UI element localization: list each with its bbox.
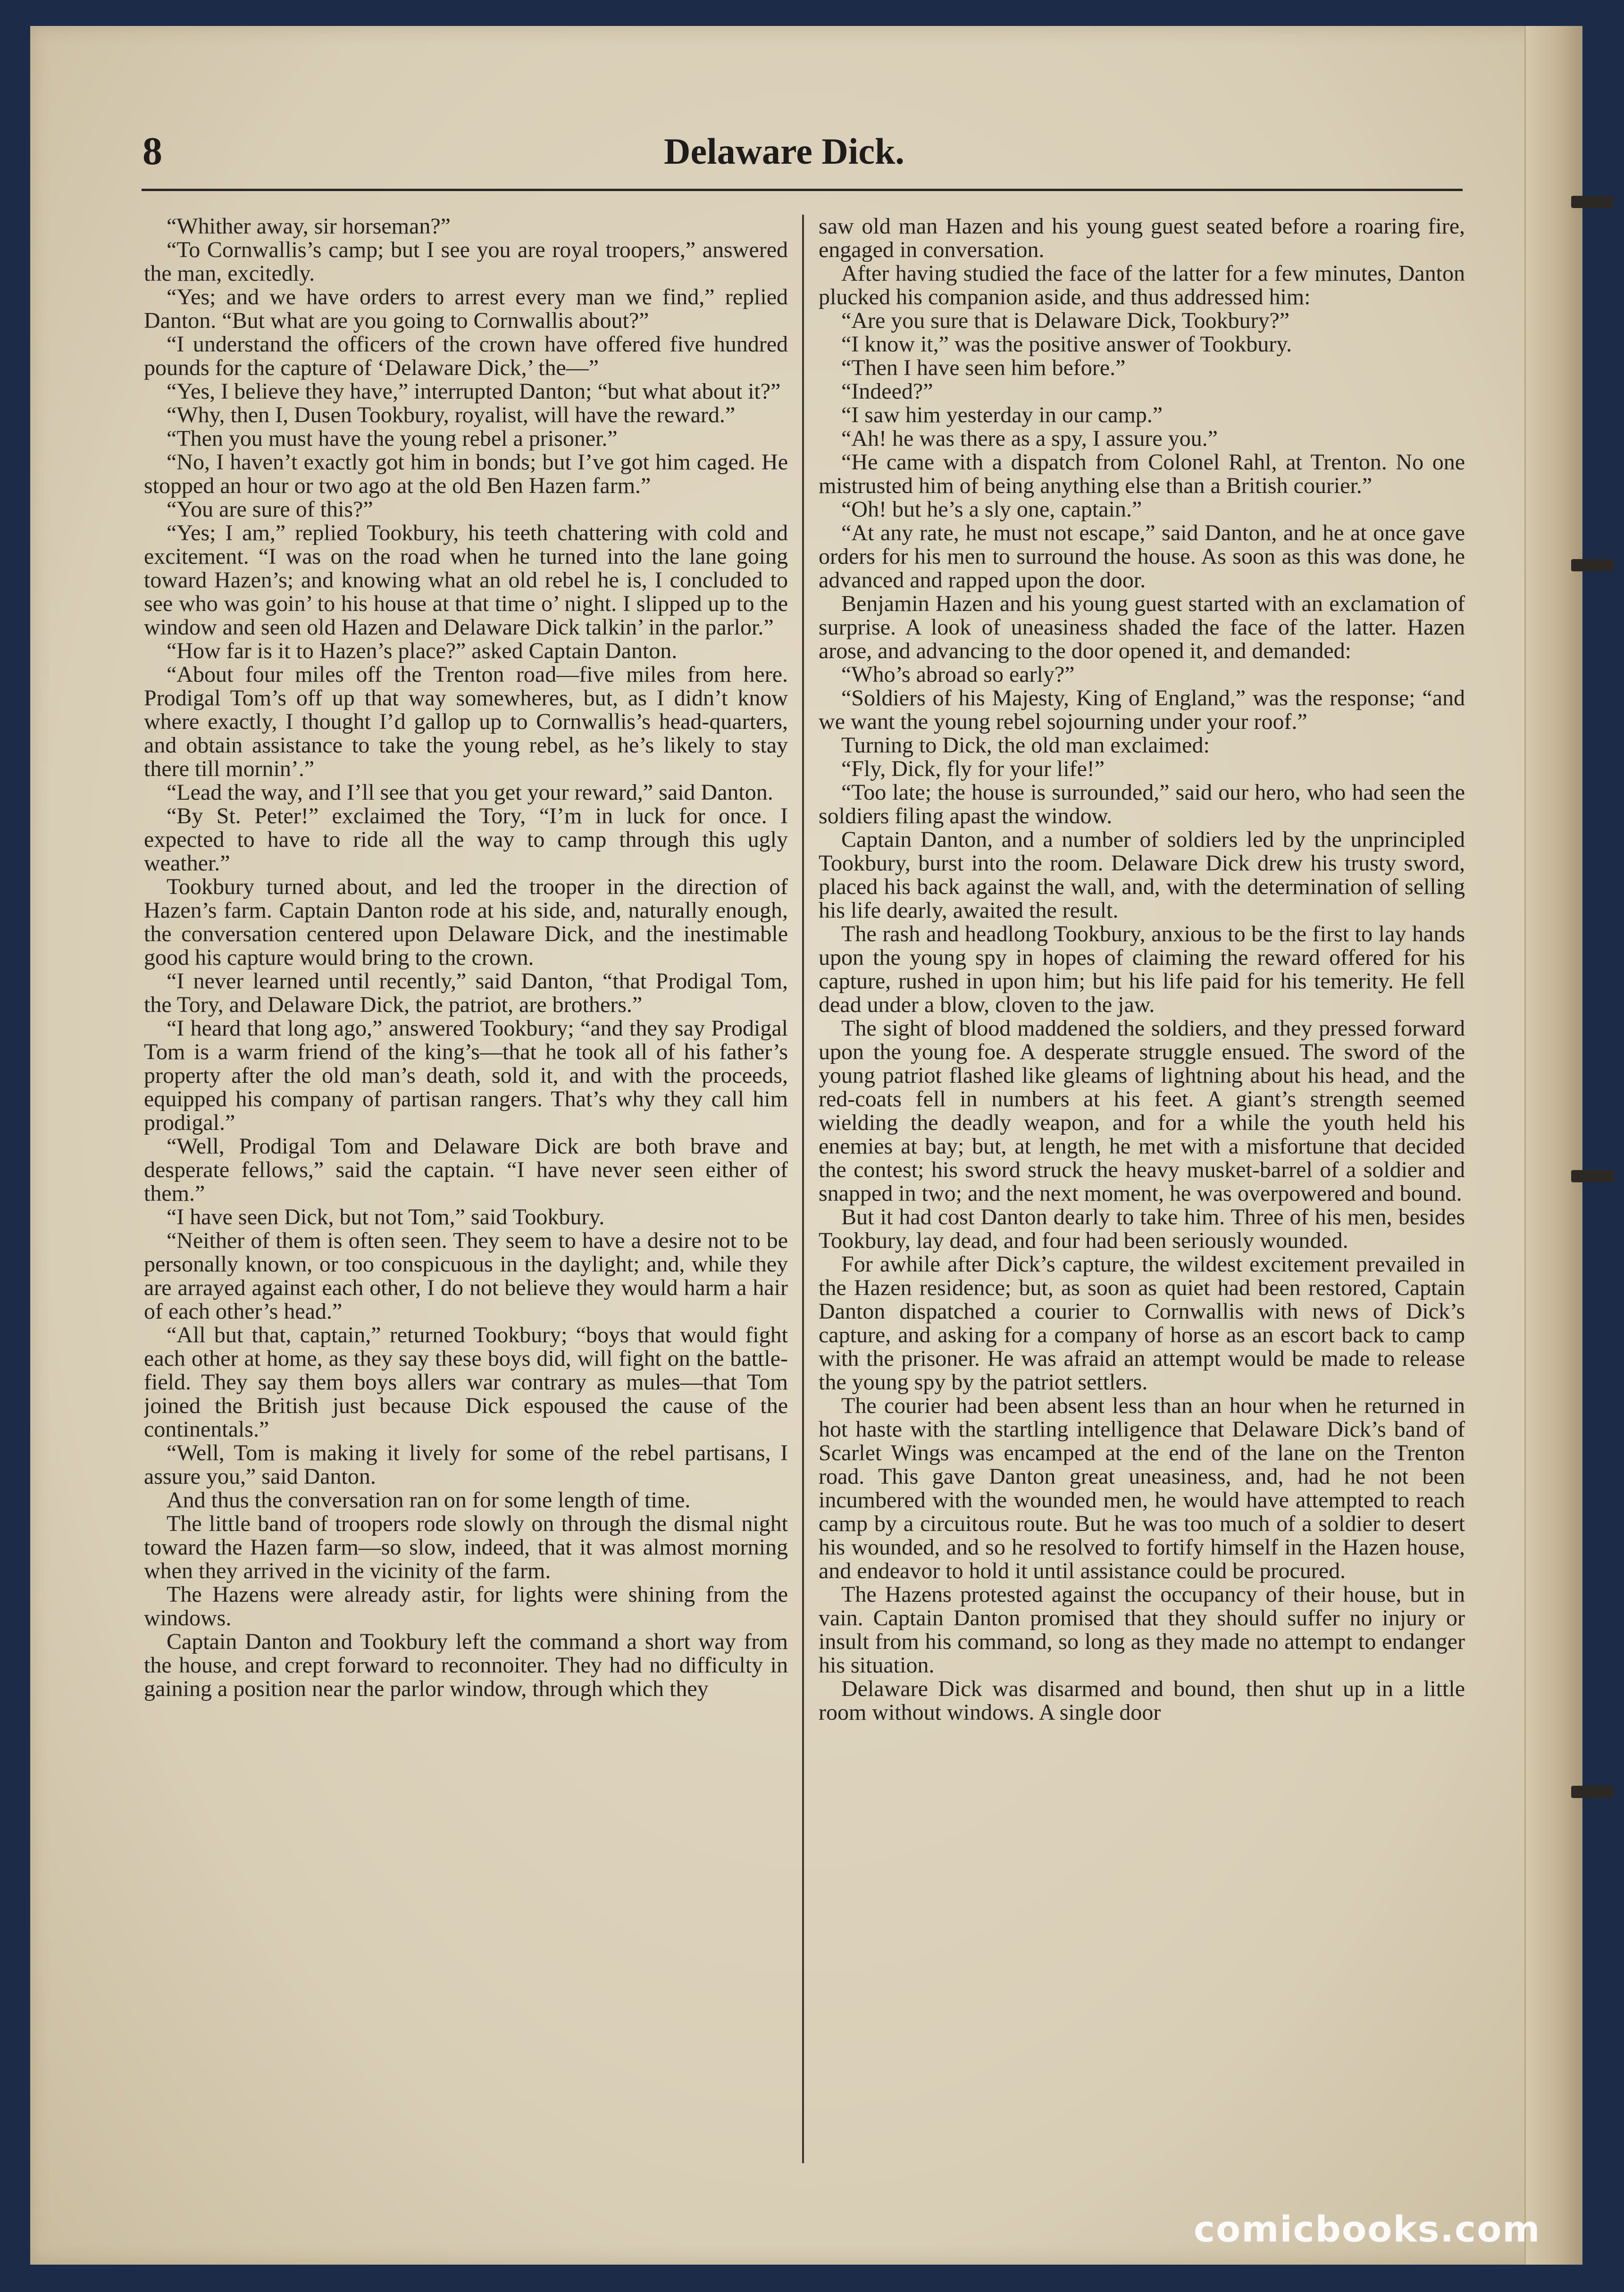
- column-divider: [802, 215, 804, 2163]
- paragraph: Captain Danton and Tookbury left the command a short way from the house, and crept forward to reconnoiter. They had no difficulty in gaining a position near the parlor window, through which they: [144, 1629, 788, 1701]
- paragraph: “Well, Prodigal Tom and Delaware Dick are both brave and desperate fellows,” said the captain. “I have never seen either of them.”: [144, 1134, 788, 1206]
- paragraph: Tookbury turned about, and led the trooper in the direction of Hazen’s farm. Captain Danton rode at his side, and, naturally enough, the conversation centered upon Delaware Dick, and the inestimable good his capture would bring to the crown.: [144, 874, 788, 970]
- paragraph: “He came with a dispatch from Colonel Rahl, at Trenton. No one mistrusted him of being anything else than a British courier.”: [819, 450, 1465, 498]
- binding-staple: [1571, 559, 1614, 571]
- paragraph: “All but that, captain,” returned Tookbury; “boys that would fight each other at home, as they say these boys did, will fight on the battle-field. They say them boys allers war contrary as mules—that Tom joined the British just because Dick espoused the cause of the continentals.”: [144, 1322, 788, 1442]
- right-text-column: [819, 215, 1465, 2163]
- paragraph: “You are sure of this?”: [167, 497, 373, 522]
- paragraph: Delaware Dick was disarmed and bound, then shut up in a little room without windows. A single door: [819, 1676, 1465, 1725]
- page-header: [109, 124, 1459, 185]
- page-number: 8: [142, 129, 162, 173]
- paragraph: “Yes, I believe they have,” interrupted Danton; “but what about it?”: [167, 379, 781, 404]
- paragraph: “I never learned until recently,” said Danton, “that Prodigal Tom, the Tory, and Delaware Dick, the patriot, are brothers.”: [144, 969, 788, 1017]
- paragraph: “At any rate, he must not escape,” said Danton, and he at once gave orders for his men to surround the house. As soon as this was done, he advanced and rapped upon the door.: [819, 520, 1465, 593]
- paragraph: But it had cost Danton dearly to take him. Three of his men, besides Tookbury, lay dead, and four had been seriously wounded.: [819, 1205, 1465, 1253]
- paragraph: The Hazens protested against the occupancy of their house, but in vain. Captain Danton promised that they should suffer no injury or insult from his command, so long as they made no attempt to endanger his situation.: [819, 1582, 1465, 1678]
- binding-staple: [1571, 1786, 1614, 1798]
- paragraph: “Ah! he was there as a spy, I assure you.”: [841, 426, 1218, 451]
- watermark: comicbooks.com: [1194, 2208, 1541, 2250]
- paragraph: “By St. Peter!” exclaimed the Tory, “I’m in luck for once. I expected to have to ride all the way to camp through this ugly weather.”: [144, 803, 788, 876]
- paragraph: “No, I haven’t exactly got him in bonds; but I’ve got him caged. He stopped an hour or two ago at the old Ben Hazen farm.”: [144, 450, 788, 498]
- binding-staple: [1571, 1170, 1614, 1182]
- binding-staple: [1571, 196, 1614, 208]
- paragraph: The sight of blood maddened the soldiers, and they pressed forward upon the young foe. A desperate struggle ensued. The sword of the young patriot flashed like gleams of lightning about his head, and the red-coats fell in numbers at his feet. A giant’s strength seemed wielding the deadly weapon, and for a while the youth held his enemies at bay; but, at length, he met with a misfortune that decided the contest; his sword struck the heavy musket-barrel of a soldier and snapped in two; and the next moment, he was overpowered and bound.: [819, 1016, 1465, 1206]
- paragraph: “I understand the officers of the crown have offered five hundred pounds for the capture of ‘Delaware Dick,’ the—”: [144, 332, 788, 380]
- paragraph: “Lead the way, and I’ll see that you get your reward,” said Danton.: [167, 780, 773, 805]
- paragraph: “Are you sure that is Delaware Dick, Tookbury?”: [841, 308, 1290, 333]
- paragraph: Captain Danton, and a number of soldiers led by the unprincipled Tookbury, burst into the room. Delaware Dick drew his trusty sword, placed his back against the wall, and, with the determination of selling his life dearly, awaited the result.: [819, 827, 1465, 923]
- paragraph: “Neither of them is often seen. They seem to have a desire not to be personally known, or too conspicuous in the daylight; and, while they are arrayed against each other, I do not believe they would harm a hair of each other’s head.”: [144, 1228, 788, 1324]
- paragraph: “To Cornwallis’s camp; but I see you are royal troopers,” answered the man, excitedly.: [144, 237, 788, 286]
- header-rule: [142, 189, 1463, 191]
- paragraph: “Too late; the house is surrounded,” said our hero, who had seen the soldiers filing apast the window.: [819, 780, 1465, 828]
- paragraph: Turning to Dick, the old man exclaimed:: [841, 733, 1210, 758]
- paragraph: After having studied the face of the latter for a few minutes, Danton plucked his companion aside, and thus addressed him:: [819, 261, 1465, 310]
- paragraph: “I know it,” was the positive answer of Tookbury.: [841, 332, 1292, 357]
- paragraph: “Then I have seen him before.”: [841, 355, 1126, 380]
- paragraph: The courier had been absent less than an hour when he returned in hot haste with the startling intelligence that Delaware Dick’s band of Scarlet Wings was encamped at the end of the lane on the Trenton road. This gave Danton great uneasiness, and, had he not been incumbered with the wounded men, he would have attempted to reach camp by a circuitous route. But he was too much of a soldier to desert his wounded, and so he resolved to fortify himself in the Hazen house, and endeavor to hold it until assistance could be procured.: [819, 1393, 1465, 1583]
- paragraph: “Then you must have the young rebel a prisoner.”: [167, 426, 618, 451]
- paragraph: “Who’s abroad so early?”: [841, 662, 1075, 687]
- left-text-column: [144, 215, 788, 2163]
- paragraph: “Yes; I am,” replied Tookbury, his teeth chattering with cold and excitement. “I was on the road when he turned into the lane going toward Hazen’s; and knowing what an old rebel he is, I concluded to see who was goin’ to his house at that time o’ night. I slipped up to the window and seen old Hazen and Delaware Dick talkin’ in the parlor.”: [144, 520, 788, 640]
- paragraph: “Oh! but he’s a sly one, captain.”: [841, 497, 1142, 522]
- page-spine-edge: [1524, 26, 1582, 2265]
- paragraph: And thus the conversation ran on for some length of time.: [167, 1488, 691, 1513]
- paragraph: “About four miles off the Trenton road—five miles from here. Prodigal Tom’s off up that way somewheres, but, as I didn’t know where exactly, I thought I’d gallop up to Cornwallis’s head-quarters, and obtain assistance to take the young rebel, as he’s likely to stay there till mornin’.”: [144, 662, 788, 781]
- paragraph: “Soldiers of his Majesty, King of England,” was the response; “and we want the young rebel sojourning under your roof.”: [819, 686, 1465, 734]
- paragraph: The rash and headlong Tookbury, anxious to be the first to lay hands upon the young spy in hopes of claiming the reward offered for his capture, rushed in upon him; but his life paid for his temerity. He fell dead under a blow, cloven to the jaw.: [819, 921, 1465, 1017]
- paragraph: “Whither away, sir horseman?”: [167, 215, 451, 239]
- paragraph: “Well, Tom is making it lively for some of the rebel partisans, I assure you,” said Danton.: [144, 1440, 788, 1489]
- page-title: Delaware Dick.: [664, 131, 904, 172]
- paragraph: “I have seen Dick, but not Tom,” said Tookbury.: [167, 1205, 605, 1230]
- paragraph: “How far is it to Hazen’s place?” asked Captain Danton.: [167, 638, 678, 663]
- paragraph: “Fly, Dick, fly for your life!”: [841, 756, 1105, 781]
- paragraph: The Hazens were already astir, for lights were shining from the windows.: [144, 1582, 788, 1631]
- paragraph: “I heard that long ago,” answered Tookbury; “and they say Prodigal Tom is a warm friend of the king’s—that he took all of his father’s property after the old man’s death, sold it, and with the proceeds, equipped his company of partisan rangers. That’s why they call him prodigal.”: [144, 1016, 788, 1135]
- paragraph: “I saw him yesterday in our camp.”: [841, 402, 1163, 427]
- paragraph: “Yes; and we have orders to arrest every man we find,” replied Danton. “But what are you going to Cornwallis about?”: [144, 284, 788, 333]
- paragraph: The little band of troopers rode slowly on through the dismal night toward the Hazen farm—so slow, indeed, that it was almost morning when they arrived in the vicinity of the farm.: [144, 1511, 788, 1583]
- paragraph: For awhile after Dick’s capture, the wildest excitement prevailed in the Hazen residence; but, as soon as quiet had been restored, Captain Danton dispatched a courier to Cornwallis with news of Dick’s capture, and asking for a company of horse as an escort back to camp with the prisoner. He was afraid an attempt would be made to release the young spy by the patriot settlers.: [819, 1252, 1465, 1395]
- paragraph: “Indeed?”: [841, 379, 933, 404]
- paragraph: saw old man Hazen and his young guest seated before a roaring fire, engaged in conversation.: [819, 215, 1465, 262]
- paragraph: Benjamin Hazen and his young guest started with an exclamation of surprise. A look of uneasiness shaded the face of the latter. Hazen arose, and advancing to the door opened it, and demanded:: [819, 591, 1465, 663]
- paragraph: “Why, then I, Dusen Tookbury, royalist, will have the reward.”: [167, 402, 736, 427]
